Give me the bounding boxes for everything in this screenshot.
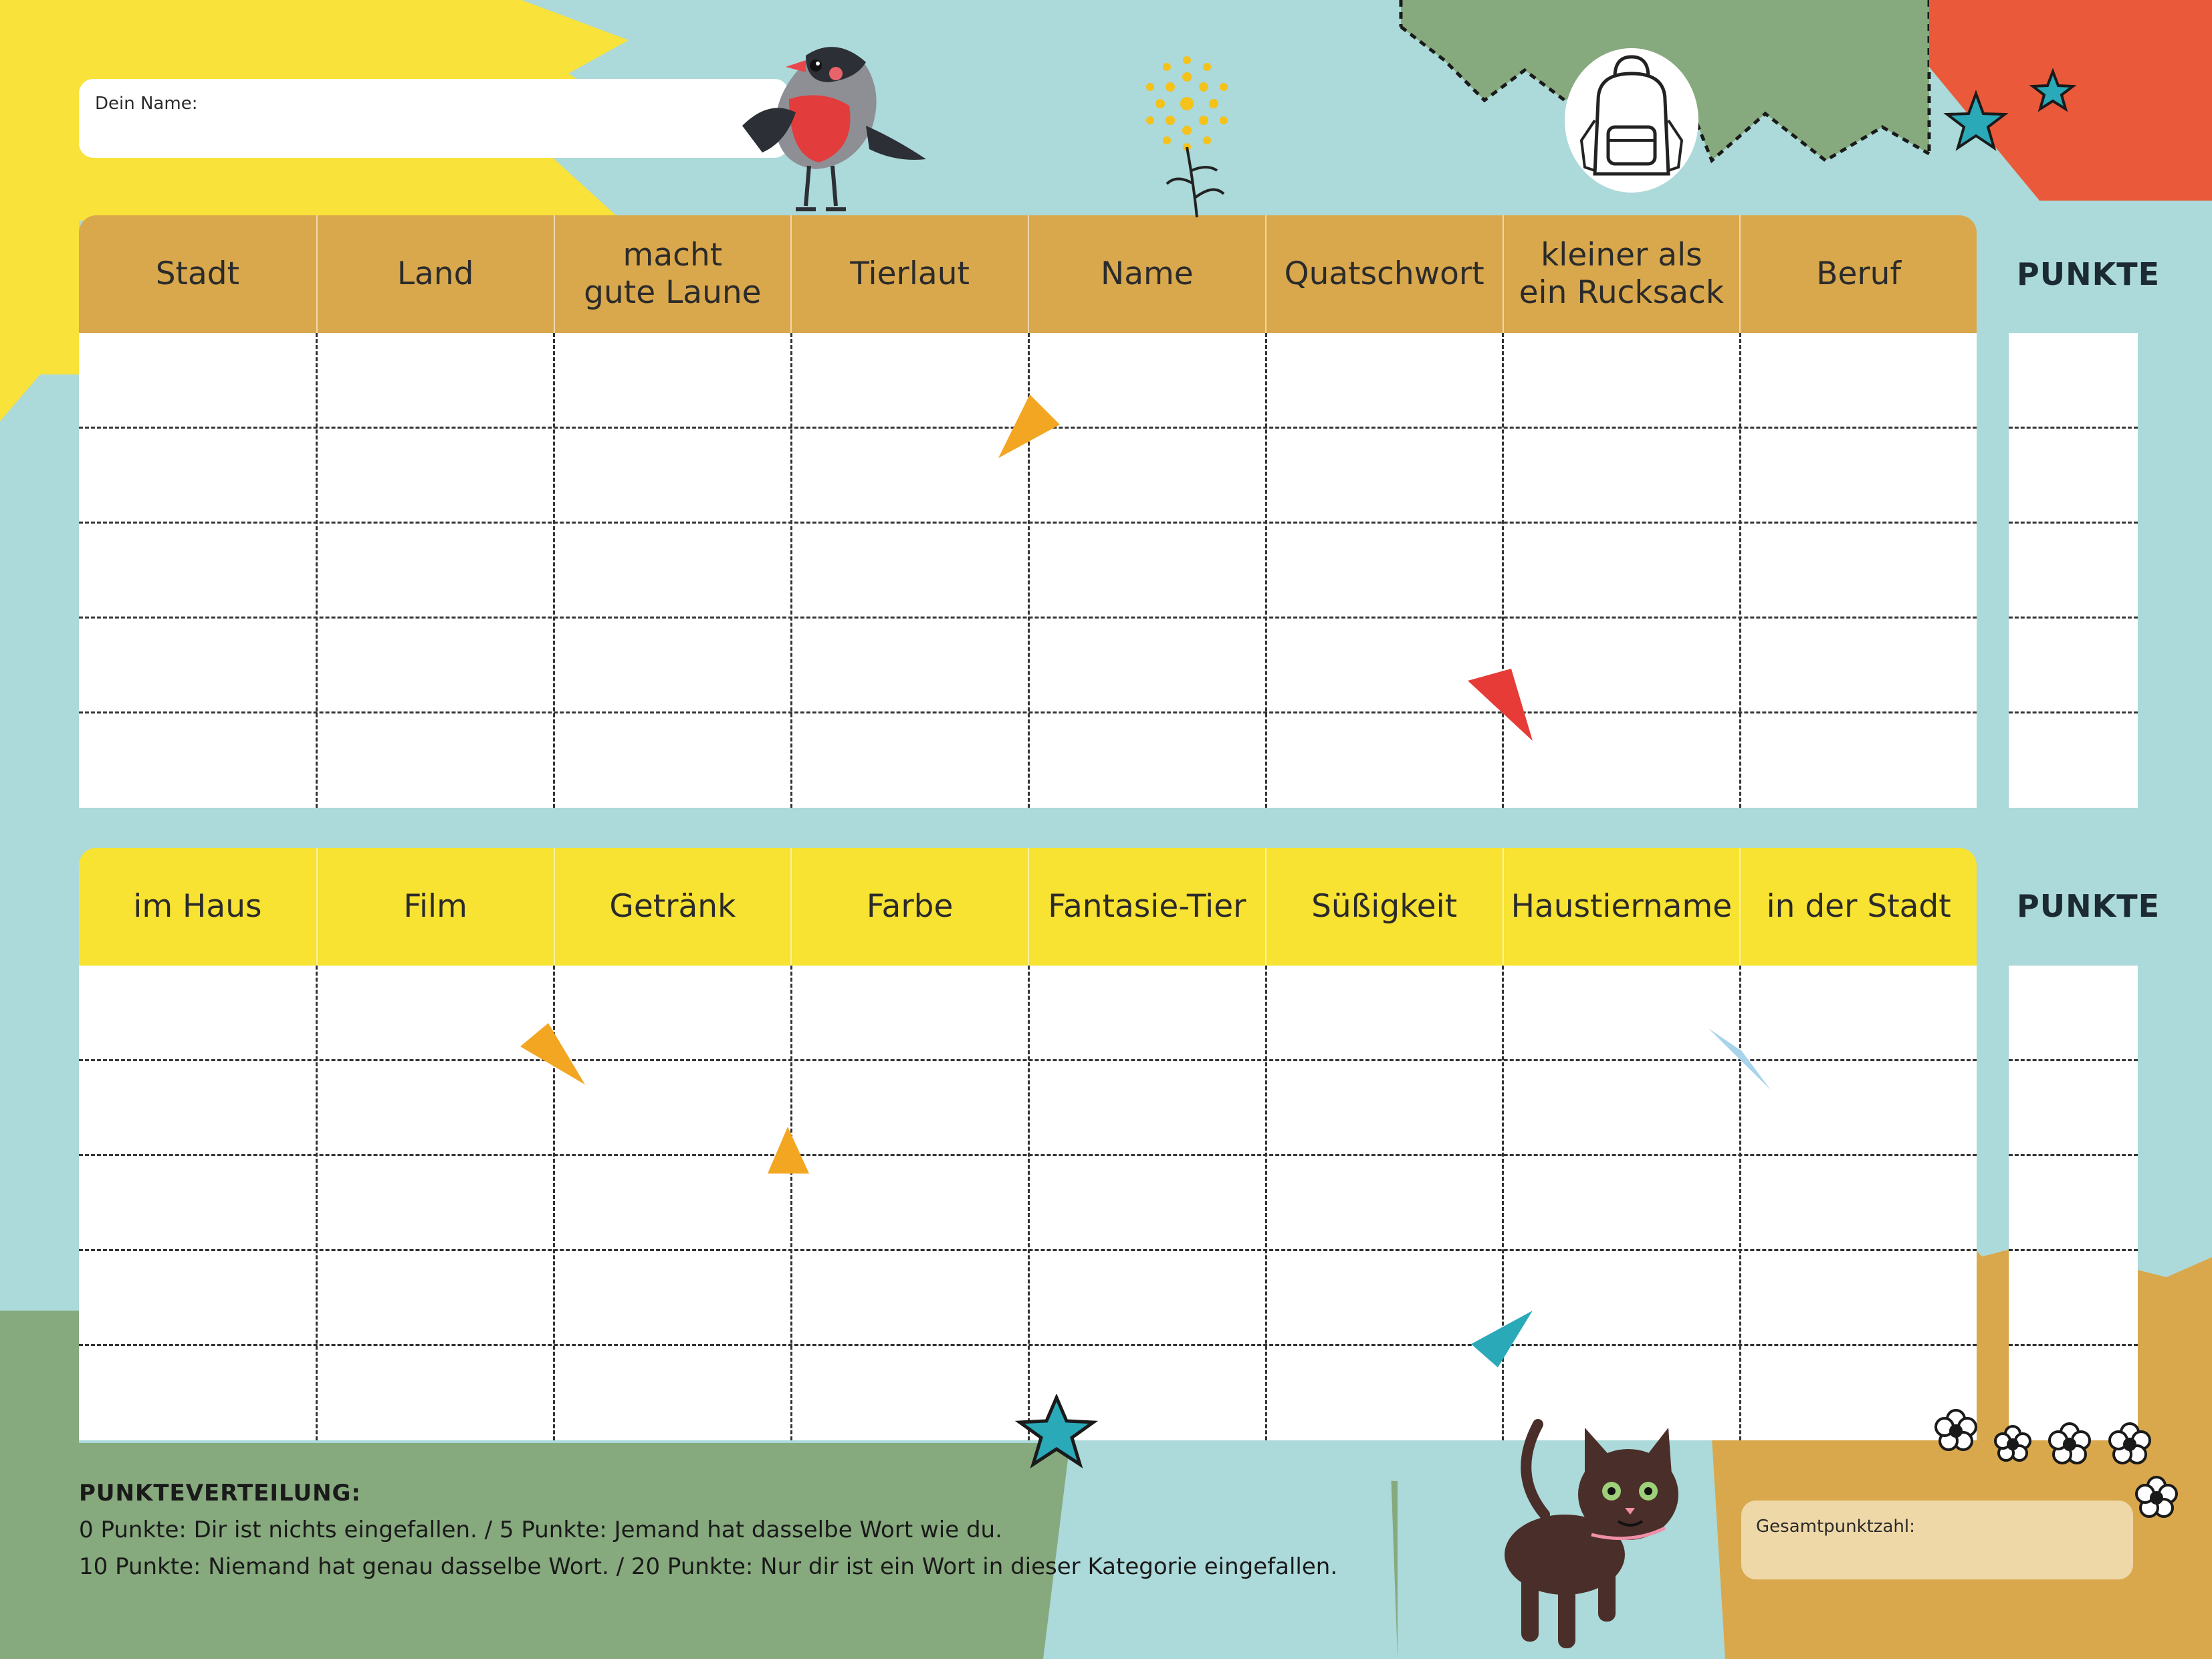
table-2-header-film: Film [316,848,554,966]
table-1-header-tierlaut: Tierlaut [790,215,1028,333]
table-1-header-gute-laune: macht gute Laune [554,215,791,333]
table-2-header-suessigkeit: Süßigkeit [1265,848,1503,966]
table-2-header-im-haus: im Haus [133,888,262,925]
table-1-header-beruf: Beruf [1739,215,1977,333]
table-2-header-farbe: Farbe [790,848,1028,966]
name-field-label: Dein Name: [95,94,198,114]
table-2-header-fantasie-tier: Fantasie-Tier [1028,848,1265,966]
table-1-header-land: Land [316,215,554,333]
table-1-header-kleiner-als-rucksack: kleiner als ein Rucksack [1503,215,1740,333]
table-1-header-stadt: Stadt [155,255,240,292]
rules-line-1: 0 Punkte: Dir ist nichts eingefallen. / 5 Punkte: Jemand hat dasselbe Wort wie du. [79,1517,1002,1543]
table-1-points-label: PUNKTE [2017,256,2161,292]
table-2-header-haustiername: Haustiername [1503,848,1740,966]
table-2-header-getraenk: Getränk [554,848,791,966]
rules-line-2: 10 Punkte: Niemand hat genau dasselbe Wort. / 20 Punkte: Nur dir ist ein Wort in dieser Kategorie eingefallen. [79,1553,1338,1580]
table-1-header-quatschwort: Quatschwort [1265,215,1503,333]
table-2-header-in-der-stadt: in der Stadt [1739,848,1977,966]
total-score-label: Gesamtpunktzahl: [1756,1517,1915,1537]
rules-title: PUNKTEVERTEILUNG: [79,1480,362,1507]
table-1-header-name: Name [1028,215,1265,333]
table-2-points-label: PUNKTE [2017,888,2161,924]
